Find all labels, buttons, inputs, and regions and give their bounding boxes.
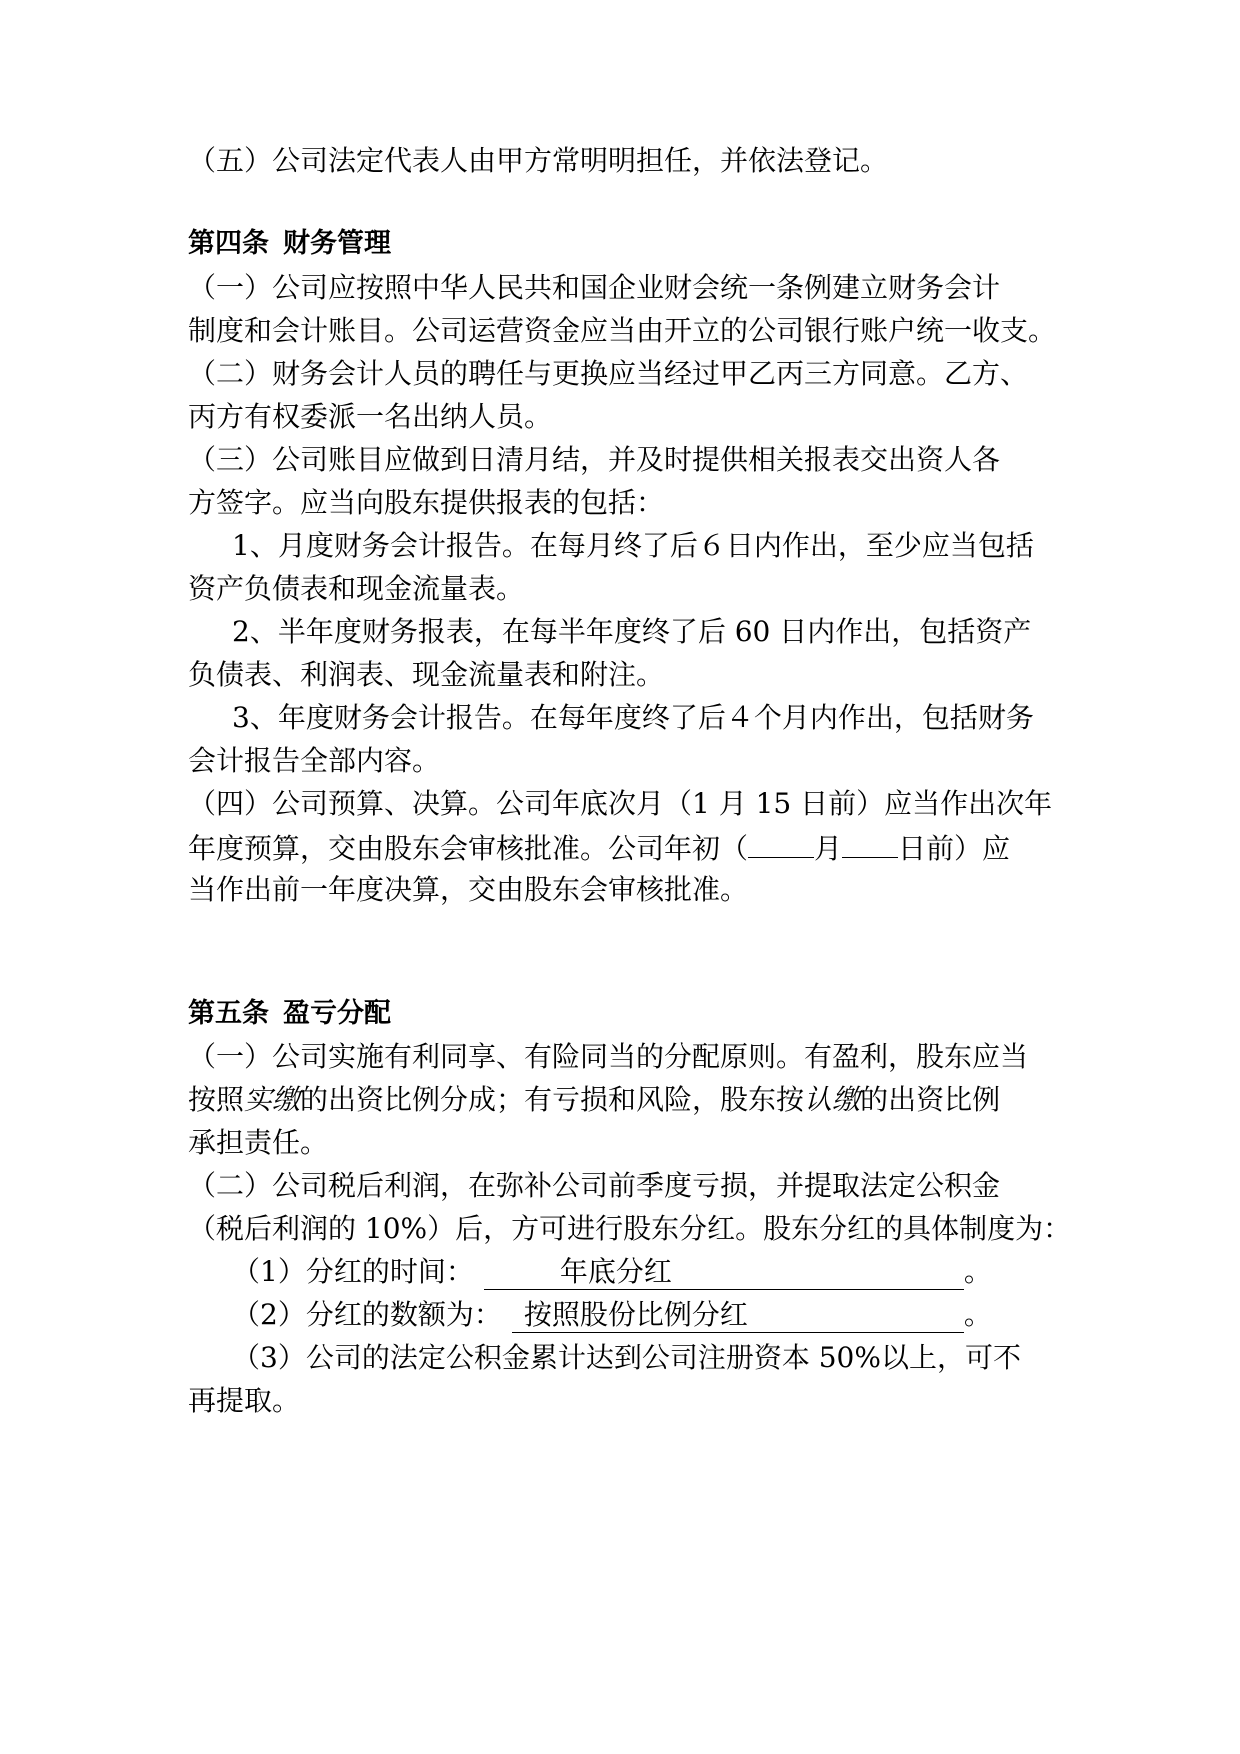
- paragraph-line: （一）公司应按照中华人民共和国企业财会统一条例建立财务会计: [188, 271, 1001, 304]
- section-5-heading: [188, 994, 1088, 1034]
- section-5-number: 第五条: [188, 998, 269, 1029]
- budget-line: 年度预算，交由股东会审核批准。公司年初（ 月 日前）应: [188, 827, 1088, 869]
- paragraph-line: 丙方有权委派一名出纳人员。: [188, 400, 553, 433]
- paragraph-line: 资产负债表和现金流量表。: [188, 572, 525, 605]
- section-4-heading: [188, 224, 1088, 264]
- paragraph-line: 方签字。应当向股东提供报表的包括：: [188, 486, 665, 519]
- section-5-title: 盈亏分配: [283, 998, 391, 1029]
- clause-3-item-5: （五）公司法定代表人由甲方常明明担任，并依法登记。: [188, 144, 889, 177]
- emphasis-subscribed: 认缴: [804, 1083, 861, 1116]
- section-4-title: 财务管理: [283, 228, 391, 259]
- report-item-2: 2、半年度财务报表，在每半年度终了后 60 日内作出，包括资产: [232, 615, 1032, 648]
- paragraph-line: 再提取。: [188, 1384, 301, 1417]
- paragraph-line: （税后利润的 10%）后，方可进行股东分红。股东分红的具体制度为：: [188, 1212, 1072, 1245]
- report-item-1: 1、月度财务会计报告。在每月终了后６日内作出，至少应当包括: [232, 529, 1034, 562]
- emphasis-paid: 实缴: [244, 1083, 301, 1116]
- paragraph-line: （二）公司税后利润，在弥补公司前季度亏损，并提取法定公积金: [188, 1169, 1001, 1202]
- paragraph-line: 负债表、利润表、现金流量表和附注。: [188, 658, 665, 691]
- dividend-amount-field: 按照股份比例分红: [512, 1298, 964, 1333]
- paragraph-line: （三）公司账目应做到日清月结，并及时提供相关报表交出资人各: [188, 443, 1001, 476]
- report-item-3: 3、年度财务会计报告。在每年度终了后４个月内作出，包括财务: [232, 701, 1034, 734]
- reserve-line: （3）公司的法定公积金累计达到公司注册资本 50%以上，可不: [232, 1341, 1021, 1374]
- paragraph-line: （一）公司实施有利同享、有险同当的分配原则。有盈利，股东应当: [188, 1040, 1029, 1073]
- paragraph-line: 按照实缴的出资比例分成；有亏损和风险，股东按认缴的出资比例: [188, 1083, 1001, 1116]
- dividend-time-field: 年底分红: [484, 1255, 964, 1290]
- section-4-number: 第四条: [188, 228, 269, 259]
- month-blank: [748, 827, 814, 858]
- paragraph-line: 当作出前一年度决算，交由股东会审核批准。: [188, 873, 749, 906]
- paragraph-line: （四）公司预算、决算。公司年底次月（1 月 15 日前）应当作出次年: [188, 787, 1053, 820]
- day-blank: [842, 827, 898, 858]
- paragraph-line: 会计报告全部内容。: [188, 744, 441, 777]
- paragraph-line: 承担责任。: [188, 1126, 329, 1159]
- dividend-time-line: （1）分红的时间： 年底分红 。: [232, 1255, 992, 1288]
- paragraph-line: 制度和会计账目。公司运营资金应当由开立的公司银行账户统一收支。: [188, 314, 1057, 347]
- dividend-amount-line: （2）分红的数额为： 按照股份比例分红 。: [232, 1298, 992, 1331]
- paragraph-line: （二）财务会计人员的聘任与更换应当经过甲乙丙三方同意。乙方、: [188, 357, 1029, 390]
